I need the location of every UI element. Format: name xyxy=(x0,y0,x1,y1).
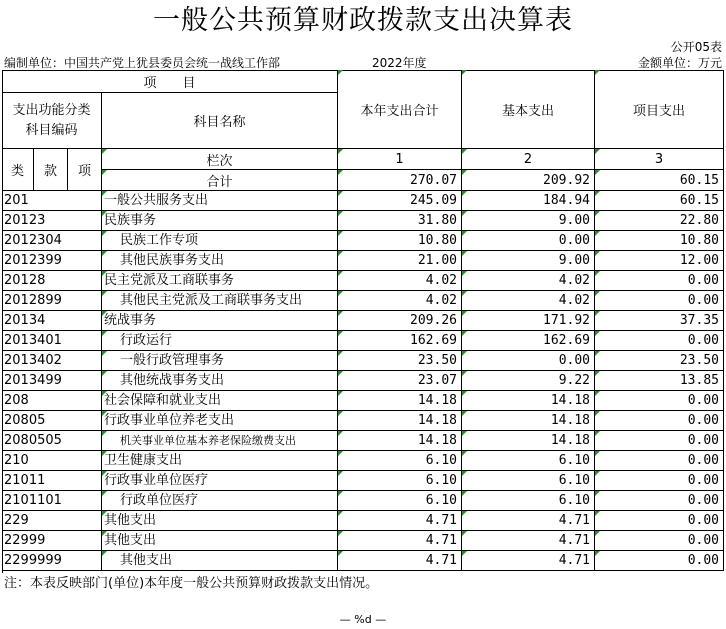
row-project: 0.00 xyxy=(595,391,724,411)
row-project: 23.50 xyxy=(595,351,724,371)
row-project: 22.80 xyxy=(595,211,724,231)
header-lei: 类 xyxy=(2,149,34,191)
row-code: 22999 xyxy=(2,531,102,551)
row-name: 行政事业单位养老支出 xyxy=(102,411,338,431)
row-code: 2012399 xyxy=(2,251,102,271)
row-code: 2013401 xyxy=(2,331,102,351)
row-project: 0.00 xyxy=(595,511,724,531)
header-total: 本年支出合计 xyxy=(338,70,462,149)
header-xiang: 项 xyxy=(68,149,102,191)
row-name: 其他支出 xyxy=(102,511,338,531)
header-project: 项目支出 xyxy=(595,70,724,149)
row-basic: 171.92 xyxy=(462,311,595,331)
row-name: 统战事务 xyxy=(102,311,338,331)
row-total: 23.07 xyxy=(338,371,462,391)
row-name: 其他统战事务支出 xyxy=(102,371,338,391)
row-project: 0.00 xyxy=(595,291,724,311)
row-project: 0.00 xyxy=(595,551,724,571)
row-total: 31.80 xyxy=(338,211,462,231)
row-code: 2013499 xyxy=(2,371,102,391)
header-col3: 3 xyxy=(595,149,724,170)
header-func-code xyxy=(2,93,102,149)
row-basic: 4.02 xyxy=(462,271,595,291)
row-name: 卫生健康支出 xyxy=(102,451,338,471)
row-total: 162.69 xyxy=(338,331,462,351)
row-total: 245.09 xyxy=(338,191,462,211)
row-name: 行政运行 xyxy=(102,331,338,351)
row-code: 20123 xyxy=(2,211,102,231)
row-total: 23.50 xyxy=(338,351,462,371)
row-code: 208 xyxy=(2,391,102,411)
row-code: 21011 xyxy=(2,471,102,491)
row-total: 21.00 xyxy=(338,251,462,271)
header-item: 项 目 xyxy=(2,70,338,93)
header-kuan: 款 xyxy=(34,149,68,191)
row-basic: 162.69 xyxy=(462,331,595,351)
expenditure-table xyxy=(2,70,724,573)
row-basic: 4.71 xyxy=(462,511,595,531)
total-sum: 270.07 xyxy=(338,170,462,191)
row-name: 社会保障和就业支出 xyxy=(102,391,338,411)
row-name: 其他支出 xyxy=(102,531,338,551)
row-code: 2101101 xyxy=(2,491,102,511)
row-project: 0.00 xyxy=(595,271,724,291)
header-func-code-line1: 支出功能分类 xyxy=(12,102,91,118)
row-code: 2012899 xyxy=(2,291,102,311)
row-code: 201 xyxy=(2,191,102,211)
row-code: 2080505 xyxy=(2,431,102,451)
row-code: 229 xyxy=(2,511,102,531)
row-name: 民族事务 xyxy=(102,211,338,231)
row-basic: 0.00 xyxy=(462,231,595,251)
header-basic: 基本支出 xyxy=(462,70,595,149)
report-title: 一般公共预算财政拨款支出决算表 xyxy=(153,5,573,36)
row-code: 2012304 xyxy=(2,231,102,251)
row-name: 其他民族事务支出 xyxy=(102,251,338,271)
row-basic: 9.22 xyxy=(462,371,595,391)
row-project: 0.00 xyxy=(595,331,724,351)
total-label: 合计 xyxy=(102,170,338,191)
row-code: 20134 xyxy=(2,311,102,331)
row-total: 4.02 xyxy=(338,271,462,291)
row-total: 4.71 xyxy=(338,531,462,551)
row-project: 0.00 xyxy=(595,471,724,491)
row-basic: 14.18 xyxy=(462,391,595,411)
row-name: 一般公共服务支出 xyxy=(102,191,338,211)
row-total: 10.80 xyxy=(338,231,462,251)
row-basic: 9.00 xyxy=(462,211,595,231)
row-name: 其他民主党派及工商联事务支出 xyxy=(102,291,338,311)
row-total: 4.71 xyxy=(338,551,462,571)
row-code: 210 xyxy=(2,451,102,471)
row-project: 60.15 xyxy=(595,191,724,211)
row-code: 20128 xyxy=(2,271,102,291)
report-year: 2022年度 xyxy=(372,56,427,70)
row-code: 20805 xyxy=(2,411,102,431)
row-name: 行政事业单位医疗 xyxy=(102,471,338,491)
total-basic: 209.92 xyxy=(462,170,595,191)
form-code: 公开05表 xyxy=(670,40,722,54)
row-total: 4.71 xyxy=(338,511,462,531)
row-project: 12.00 xyxy=(595,251,724,271)
row-code: 2013402 xyxy=(2,351,102,371)
row-total: 14.18 xyxy=(338,411,462,431)
row-project: 0.00 xyxy=(595,491,724,511)
row-basic: 9.00 xyxy=(462,251,595,271)
row-total: 209.26 xyxy=(338,311,462,331)
row-basic: 4.71 xyxy=(462,531,595,551)
row-basic: 6.10 xyxy=(462,491,595,511)
row-basic: 6.10 xyxy=(462,451,595,471)
row-basic: 4.02 xyxy=(462,291,595,311)
row-total: 4.02 xyxy=(338,291,462,311)
table-note: 注：本表反映部门(单位)本年度一般公共预算财政拨款支出情况。 xyxy=(4,576,379,591)
row-project: 0.00 xyxy=(595,531,724,551)
row-basic: 4.71 xyxy=(462,551,595,571)
row-name: 民族工作专项 xyxy=(102,231,338,251)
header-func-code-line2: 科目编码 xyxy=(25,122,78,138)
row-project: 10.80 xyxy=(595,231,724,251)
row-basic: 184.94 xyxy=(462,191,595,211)
row-total: 6.10 xyxy=(338,491,462,511)
row-name: 其他支出 xyxy=(102,551,338,571)
total-project: 60.15 xyxy=(595,170,724,191)
row-project: 0.00 xyxy=(595,451,724,471)
row-total: 14.18 xyxy=(338,431,462,451)
header-subject-name: 科目名称 xyxy=(102,93,338,149)
header-col2: 2 xyxy=(462,149,595,170)
row-name: 一般行政管理事务 xyxy=(102,351,338,371)
row-total: 6.10 xyxy=(338,471,462,491)
row-project: 0.00 xyxy=(595,411,724,431)
row-basic: 6.10 xyxy=(462,471,595,491)
header-lanci: 栏次 xyxy=(102,149,338,170)
row-project: 13.85 xyxy=(595,371,724,391)
row-total: 6.10 xyxy=(338,451,462,471)
row-basic: 14.18 xyxy=(462,411,595,431)
row-name: 民主党派及工商联事务 xyxy=(102,271,338,291)
row-name: 机关事业单位基本养老保险缴费支出 xyxy=(102,431,338,451)
row-project: 37.35 xyxy=(595,311,724,331)
row-code: 2299999 xyxy=(2,551,102,571)
page-number: — %d — xyxy=(339,613,387,626)
row-basic: 0.00 xyxy=(462,351,595,371)
compiling-unit: 编制单位：中国共产党上犹县委员会统一战线工作部 xyxy=(4,56,281,70)
row-project: 0.00 xyxy=(595,431,724,451)
row-total: 14.18 xyxy=(338,391,462,411)
row-name: 行政单位医疗 xyxy=(102,491,338,511)
amount-unit: 金额单位：万元 xyxy=(637,56,722,70)
header-col1: 1 xyxy=(338,149,462,170)
row-basic: 14.18 xyxy=(462,431,595,451)
